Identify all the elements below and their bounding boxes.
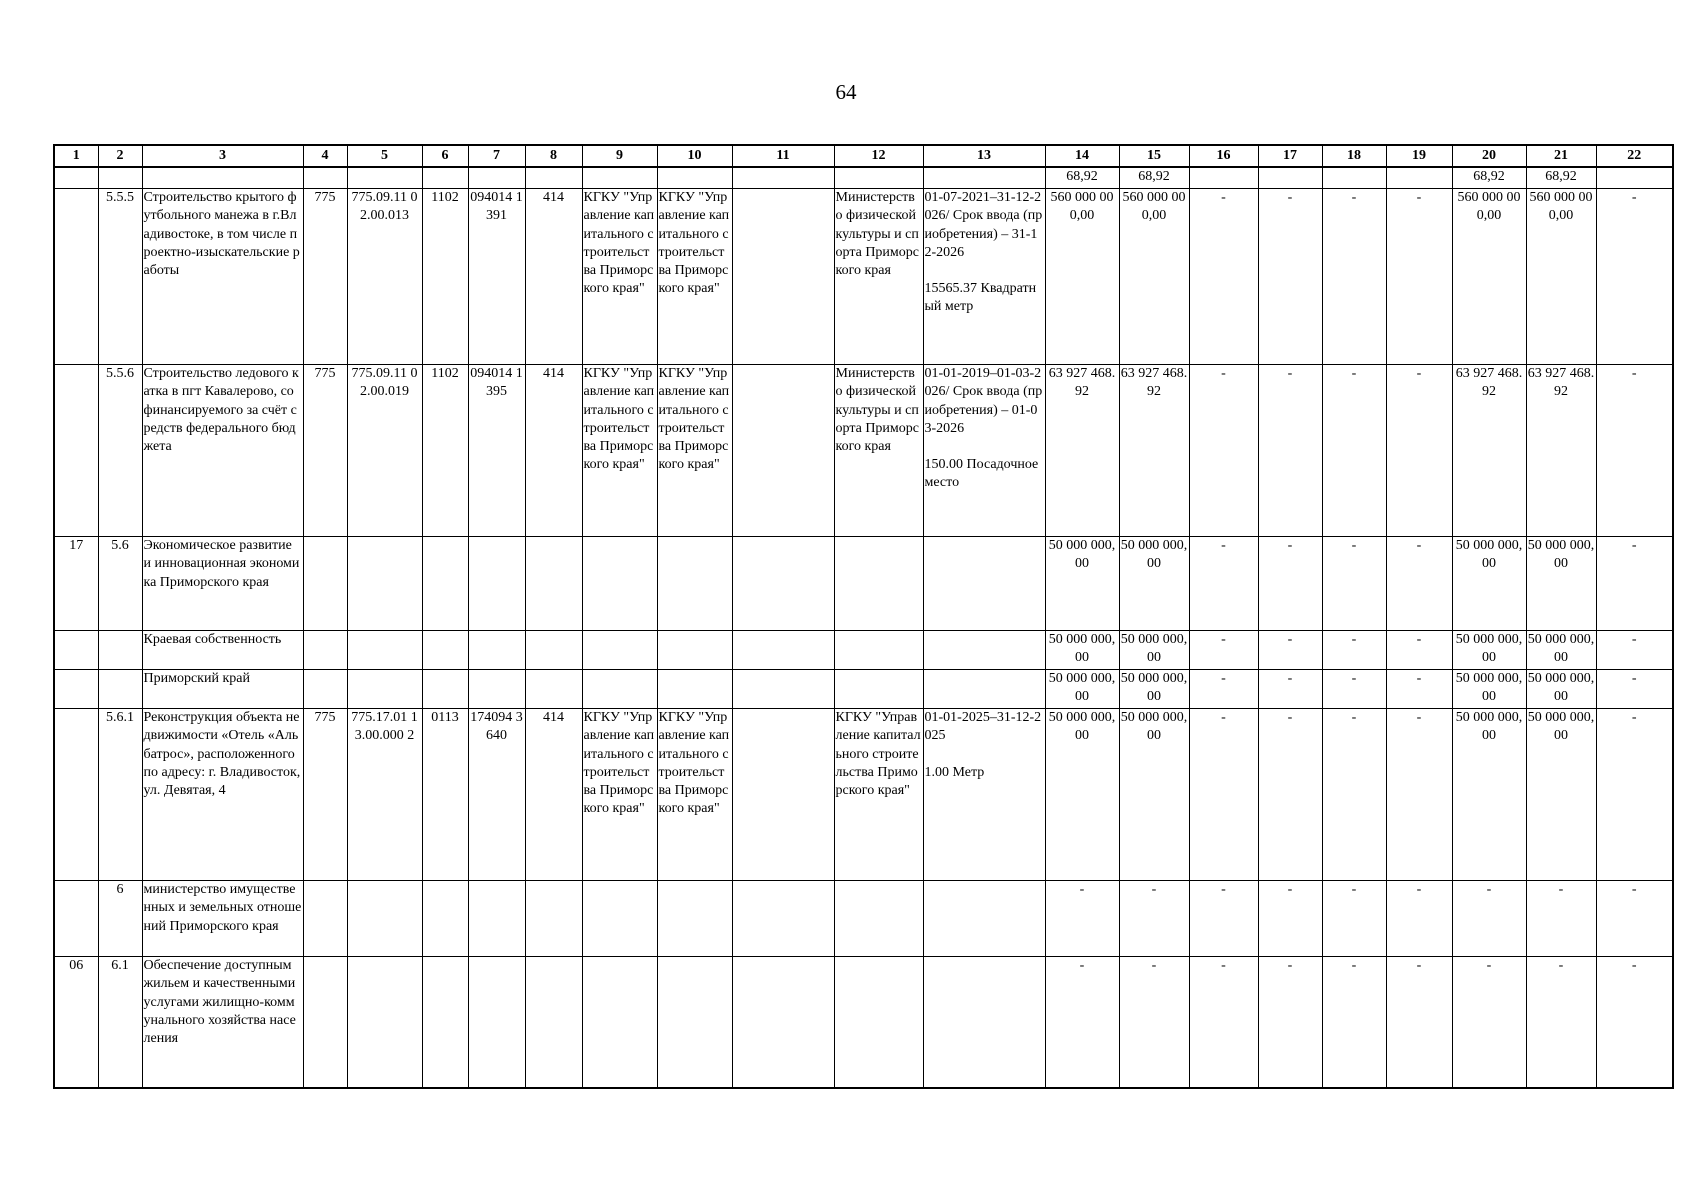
amount-cell: - <box>1386 670 1452 709</box>
amount-cell: - <box>1258 709 1322 881</box>
table-row <box>54 957 1673 1088</box>
column-header: 20 <box>1452 145 1526 167</box>
amount-cell: - <box>1596 709 1673 881</box>
column-header: 2 <box>98 145 142 167</box>
table-cell <box>834 537 923 631</box>
table-cell <box>142 167 303 189</box>
column-header: 5 <box>347 145 422 167</box>
table-cell <box>657 537 732 631</box>
amount-cell: - <box>1322 709 1386 881</box>
table-cell <box>98 167 142 189</box>
amount-cell: 63 927 468.92 <box>1119 365 1189 537</box>
amount-cell: - <box>1189 537 1258 631</box>
column-header: 10 <box>657 145 732 167</box>
amount-cell: - <box>1386 709 1452 881</box>
amount-cell: - <box>1526 957 1596 1088</box>
table-row <box>54 881 1673 957</box>
amount-cell: - <box>1258 957 1322 1088</box>
table-cell <box>347 631 422 670</box>
amount-cell: - <box>1386 365 1452 537</box>
amount-cell: - <box>1596 957 1673 1088</box>
amount-cell: 63 927 468.92 <box>1526 365 1596 537</box>
row-number <box>54 881 98 957</box>
table-cell <box>303 670 347 709</box>
column-header: 16 <box>1189 145 1258 167</box>
table-cell <box>582 167 657 189</box>
term-cell <box>923 365 1045 537</box>
code-cell: 1102 <box>422 189 468 365</box>
table-cell <box>422 670 468 709</box>
table-cell <box>732 881 834 957</box>
customer-cell: КГКУ "Управление капитального строительства Приморского края" <box>582 365 657 537</box>
table-cell <box>525 537 582 631</box>
amount-cell: - <box>1189 189 1258 365</box>
amount-cell: - <box>1189 365 1258 537</box>
amount-cell: 50 000 000,00 <box>1526 631 1596 670</box>
term-dates: 01-01-2019–01-03-2026/ Срок ввода (приобретения) – 01-03-2026 <box>924 366 1043 436</box>
column-header: 17 <box>1258 145 1322 167</box>
amount-cell: - <box>1386 537 1452 631</box>
table-cell <box>347 537 422 631</box>
amount-cell: 560 000 000,00 <box>1452 189 1526 365</box>
amount-cell: - <box>1596 881 1673 957</box>
row-number <box>54 189 98 365</box>
amount-cell: - <box>1258 631 1322 670</box>
table-cell <box>657 670 732 709</box>
item-name: Обеспечение доступным жильем и качественными услугами жилищно-коммунального хозяйства населения <box>142 957 303 1088</box>
page-number: 64 <box>835 80 857 104</box>
table-cell <box>1322 167 1386 189</box>
amount-cell: 50 000 000,00 <box>1045 709 1119 881</box>
table-cell <box>468 167 525 189</box>
column-header: 8 <box>525 145 582 167</box>
amount-cell: - <box>1189 881 1258 957</box>
table-cell <box>834 881 923 957</box>
amount-cell: - <box>1452 957 1526 1088</box>
amount-cell: 560 000 000,00 <box>1526 189 1596 365</box>
item-code: 6 <box>98 881 142 957</box>
amount-cell: - <box>1045 881 1119 957</box>
table-cell <box>347 957 422 1088</box>
amount-cell: 50 000 000,00 <box>1526 537 1596 631</box>
code-cell: 414 <box>525 709 582 881</box>
table-cell <box>422 537 468 631</box>
amount-cell: 50 000 000,00 <box>1119 709 1189 881</box>
amount-cell: 68,92 <box>1526 167 1596 189</box>
table-cell <box>468 537 525 631</box>
amount-cell: 50 000 000,00 <box>1045 631 1119 670</box>
table-cell <box>525 957 582 1088</box>
table-cell <box>303 537 347 631</box>
amount-cell: - <box>1526 881 1596 957</box>
column-header: 6 <box>422 145 468 167</box>
code-cell: 1102 <box>422 365 468 537</box>
amount-cell: - <box>1596 537 1673 631</box>
item-name: Приморский край <box>142 670 303 709</box>
amount-cell: - <box>1322 365 1386 537</box>
table-cell <box>732 957 834 1088</box>
amount-cell: - <box>1452 881 1526 957</box>
code-cell: 094014 1391 <box>468 189 525 365</box>
table-cell <box>732 167 834 189</box>
amount-cell: 68,92 <box>1119 167 1189 189</box>
amount-cell: - <box>1386 957 1452 1088</box>
table-cell <box>54 167 98 189</box>
amount-cell: 68,92 <box>1452 167 1526 189</box>
table-cell <box>303 957 347 1088</box>
amount-cell: 50 000 000,00 <box>1119 631 1189 670</box>
amount-cell: 50 000 000,00 <box>1452 709 1526 881</box>
amount-cell: - <box>1119 881 1189 957</box>
capacity: 1.00 Метр <box>924 764 985 780</box>
table-cell <box>923 957 1045 1088</box>
table-cell <box>732 365 834 537</box>
row-number <box>54 709 98 881</box>
table-row <box>54 670 1673 709</box>
amount-cell: - <box>1258 881 1322 957</box>
amount-cell: - <box>1386 881 1452 957</box>
table-row <box>54 189 1673 365</box>
table-row <box>54 365 1673 537</box>
column-header: 21 <box>1526 145 1596 167</box>
table-cell <box>657 631 732 670</box>
table-cell <box>525 670 582 709</box>
code-cell: 775.09.11 02.00.013 <box>347 189 422 365</box>
table-cell <box>834 957 923 1088</box>
item-name: Реконструкция объекта недвижимости «Отель «Альбатрос», расположенного по адресу: г. Владивосток, ул. Девятая, 4 <box>142 709 303 881</box>
item-code: 5.6.1 <box>98 709 142 881</box>
capacity: 150.00 Посадочное место <box>924 457 1039 491</box>
table-cell <box>657 957 732 1088</box>
table-cell <box>422 957 468 1088</box>
table-cell <box>582 670 657 709</box>
item-name: министерство имущественных и земельных отношений Приморского края <box>142 881 303 957</box>
amount-cell: 68,92 <box>1045 167 1119 189</box>
amount-cell: - <box>1596 365 1673 537</box>
table-cell <box>923 670 1045 709</box>
table-cell <box>657 881 732 957</box>
item-name: Строительство ледового катка в пгт Кавалерово, софинансируемого за счёт средств федерального бюджета <box>142 365 303 537</box>
item-code: 5.5.5 <box>98 189 142 365</box>
table-cell <box>582 957 657 1088</box>
column-header: 1 <box>54 145 98 167</box>
amount-cell: 50 000 000,00 <box>1452 670 1526 709</box>
table-cell <box>303 167 347 189</box>
builder-cell: КГКУ "Управление капитального строительства Приморского края" <box>657 189 732 365</box>
amount-cell: - <box>1045 957 1119 1088</box>
amount-cell: - <box>1322 957 1386 1088</box>
column-header: 12 <box>834 145 923 167</box>
amount-cell: 63 927 468.92 <box>1045 365 1119 537</box>
table-cell <box>834 167 923 189</box>
table-cell <box>923 881 1045 957</box>
item-code <box>98 631 142 670</box>
amount-cell: 50 000 000,00 <box>1526 709 1596 881</box>
ministry-cell: Министерство физической культуры и спорта Приморского края <box>834 189 923 365</box>
item-name: Строительство крытого футбольного манежа в г.Владивостоке, в том числе проектно-изыскательские работы <box>142 189 303 365</box>
code-cell: 174094 3640 <box>468 709 525 881</box>
row-number: 17 <box>54 537 98 631</box>
amount-cell: - <box>1189 957 1258 1088</box>
row-number <box>54 670 98 709</box>
amount-cell: 560 000 000,00 <box>1119 189 1189 365</box>
budget-table <box>53 144 1674 1089</box>
item-name: Краевая собственность <box>142 631 303 670</box>
table-cell <box>303 631 347 670</box>
amount-cell: - <box>1189 709 1258 881</box>
code-cell: 775 <box>303 189 347 365</box>
amount-cell: - <box>1322 537 1386 631</box>
table-row <box>54 167 1673 189</box>
column-header: 7 <box>468 145 525 167</box>
table-cell <box>923 167 1045 189</box>
amount-cell: 50 000 000,00 <box>1045 670 1119 709</box>
table-row <box>54 631 1673 670</box>
header-row <box>54 145 1673 167</box>
table-cell <box>1596 167 1673 189</box>
table-cell <box>422 881 468 957</box>
amount-cell: 560 000 000,00 <box>1045 189 1119 365</box>
customer-cell: КГКУ "Управление капитального строительства Приморского края" <box>582 189 657 365</box>
amount-cell: 50 000 000,00 <box>1119 537 1189 631</box>
table-cell <box>525 167 582 189</box>
table-cell <box>1258 167 1322 189</box>
amount-cell: - <box>1119 957 1189 1088</box>
item-code: 6.1 <box>98 957 142 1088</box>
column-header: 18 <box>1322 145 1386 167</box>
table-cell <box>303 881 347 957</box>
table-cell <box>422 631 468 670</box>
builder-cell: КГКУ "Управление капитального строительства Приморского края" <box>657 709 732 881</box>
code-cell: 414 <box>525 189 582 365</box>
amount-cell: 50 000 000,00 <box>1119 670 1189 709</box>
item-code: 5.5.6 <box>98 365 142 537</box>
table-cell <box>834 670 923 709</box>
table-cell <box>732 189 834 365</box>
customer-cell: КГКУ "Управление капитального строительства Приморского края" <box>582 709 657 881</box>
row-number <box>54 631 98 670</box>
table-row <box>54 537 1673 631</box>
table-cell <box>468 881 525 957</box>
item-code: 5.6 <box>98 537 142 631</box>
amount-cell: - <box>1258 537 1322 631</box>
table-cell <box>657 167 732 189</box>
table-cell <box>582 881 657 957</box>
column-header: 9 <box>582 145 657 167</box>
amount-cell: - <box>1596 670 1673 709</box>
table-cell <box>347 881 422 957</box>
item-code <box>98 670 142 709</box>
table-cell <box>923 631 1045 670</box>
amount-cell: - <box>1596 189 1673 365</box>
term-cell <box>923 709 1045 881</box>
amount-cell: 50 000 000,00 <box>1526 670 1596 709</box>
table-cell <box>468 631 525 670</box>
column-header: 19 <box>1386 145 1452 167</box>
table-cell <box>1386 167 1452 189</box>
table-row <box>54 709 1673 881</box>
table-cell <box>347 167 422 189</box>
amount-cell: - <box>1189 670 1258 709</box>
builder-cell: КГКУ "Управление капитального строительства Приморского края" <box>657 365 732 537</box>
amount-cell: 50 000 000,00 <box>1045 537 1119 631</box>
row-number <box>54 365 98 537</box>
table-cell <box>732 631 834 670</box>
table-cell <box>834 631 923 670</box>
column-header: 22 <box>1596 145 1673 167</box>
table-cell <box>468 957 525 1088</box>
table-cell <box>732 537 834 631</box>
column-header: 3 <box>142 145 303 167</box>
table-cell <box>525 631 582 670</box>
amount-cell: - <box>1386 189 1452 365</box>
amount-cell: - <box>1322 631 1386 670</box>
amount-cell: 63 927 468.92 <box>1452 365 1526 537</box>
ministry-cell: Министерство физической культуры и спорта Приморского края <box>834 365 923 537</box>
table-cell <box>422 167 468 189</box>
amount-cell: - <box>1189 631 1258 670</box>
code-cell: 414 <box>525 365 582 537</box>
amount-cell: - <box>1322 670 1386 709</box>
column-header: 13 <box>923 145 1045 167</box>
item-name: Экономическое развитие и инновационная экономика Приморского края <box>142 537 303 631</box>
code-cell: 775 <box>303 365 347 537</box>
term-dates: 01-07-2021–31-12-2026/ Срок ввода (приобретения) – 31-12-2026 <box>924 190 1043 260</box>
amount-cell: - <box>1322 189 1386 365</box>
code-cell: 094014 1395 <box>468 365 525 537</box>
table-cell <box>525 881 582 957</box>
code-cell: 775 <box>303 709 347 881</box>
amount-cell: - <box>1322 881 1386 957</box>
column-header: 4 <box>303 145 347 167</box>
term-dates: 01-01-2025–31-12-2025 <box>924 710 1042 744</box>
amount-cell: - <box>1258 365 1322 537</box>
ministry-cell: КГКУ "Управление капитального строительства Приморского края" <box>834 709 923 881</box>
column-header: 11 <box>732 145 834 167</box>
amount-cell: - <box>1386 631 1452 670</box>
code-cell: 775.09.11 02.00.019 <box>347 365 422 537</box>
table-cell <box>732 709 834 881</box>
column-header: 14 <box>1045 145 1119 167</box>
table-cell <box>923 537 1045 631</box>
code-cell: 0113 <box>422 709 468 881</box>
amount-cell: - <box>1258 670 1322 709</box>
table-cell <box>1189 167 1258 189</box>
table-cell <box>468 670 525 709</box>
table-cell <box>732 670 834 709</box>
capacity: 15565.37 Квадратный метр <box>924 281 1037 315</box>
table-cell <box>582 631 657 670</box>
term-cell <box>923 189 1045 365</box>
table-cell <box>347 670 422 709</box>
amount-cell: 50 000 000,00 <box>1452 537 1526 631</box>
amount-cell: - <box>1596 631 1673 670</box>
row-number: 06 <box>54 957 98 1088</box>
amount-cell: - <box>1258 189 1322 365</box>
table-cell <box>582 537 657 631</box>
amount-cell: 50 000 000,00 <box>1452 631 1526 670</box>
code-cell: 775.17.01 13.00.000 2 <box>347 709 422 881</box>
column-header: 15 <box>1119 145 1189 167</box>
